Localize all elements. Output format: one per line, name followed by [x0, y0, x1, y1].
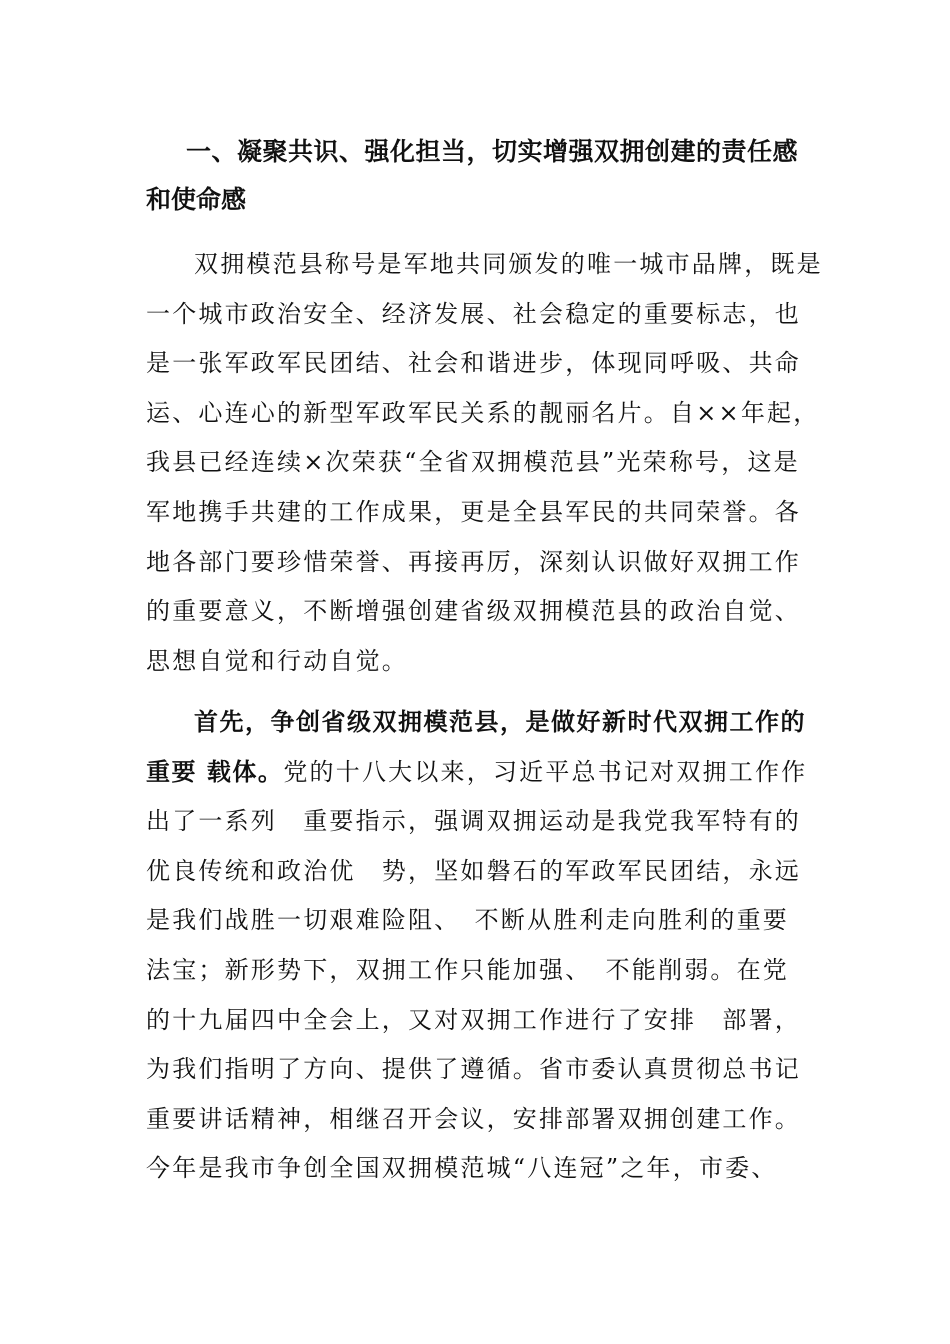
paragraph-1-line: 运、心连心的新型军政军民关系的靓丽名片。自××年起，	[146, 398, 820, 427]
paragraph-1-line: 我县已经连续×次荣获“全省双拥模范县”光荣称号，这是	[146, 448, 800, 477]
paragraph-2-lead-bold: 首先，争创省级双拥模范县，是做好新时代双拥工作的	[194, 708, 806, 736]
paragraph-2-line: 重要讲话精神，相继召开会议，安排部署双拥创建工作。	[146, 1104, 801, 1133]
paragraph-2-line-rest: 党的十八大以来，习近平总书记对双拥工作作	[283, 757, 808, 786]
paragraph-1-line: 地各部门要珍惜荣誉、再接再厉，深刻认识做好双拥工作	[146, 547, 801, 576]
paragraph-2-line	[146, 748, 812, 798]
paragraph-1-line: 思想自觉和行动自觉。	[146, 646, 408, 675]
paragraph-1-line: 一个城市政治安全、经济发展、社会稳定的重要标志，也	[146, 299, 801, 328]
paragraph-2-line: 出了一系列 重要指示，强调双拥运动是我党我军特有的	[146, 807, 801, 836]
section-heading	[146, 128, 806, 224]
paragraph-1-line: 是一张军政军民团结、社会和谐进步，体现同呼吸、共命	[146, 349, 801, 378]
paragraph-2-line: 法宝；新形势下，双拥工作只能加强、 不能削弱。在党	[146, 955, 789, 984]
paragraph-1	[146, 240, 823, 686]
paragraph-1-line: 军地携手共建的工作成果，更是全县军民的共同荣誉。各	[146, 497, 801, 526]
paragraph-2-line: 的十九届四中全会上，又对双拥工作进行了安排 部署，	[146, 1005, 801, 1034]
heading-line-2: 和使命感	[146, 185, 247, 214]
paragraph-2-line: 为我们指明了方向、提供了遵循。省市委认真贯彻总书记	[146, 1055, 801, 1084]
paragraph-2-line: 是我们战胜一切艰难险阻、 不断从胜利走向胜利的重要	[146, 906, 789, 935]
paragraph-2-line: 今年是我市争创全国双拥模范城“八连冠”之年，市委、	[146, 1154, 778, 1183]
paragraph-2-line: 优良传统和政治优 势，坚如磐石的军政军民团结，永远	[146, 856, 801, 885]
paragraph-1-line: 双拥模范县称号是军地共同颁发的唯一城市品牌，既是	[194, 250, 823, 278]
paragraph-2-lead-bold-end: 重要 载体。	[146, 757, 284, 786]
heading-line-1: 一、凝聚共识、强化担当，切实增强双拥创建的责任感	[186, 137, 799, 166]
paragraph-2	[146, 698, 812, 1194]
paragraph-1-line: 的重要意义，不断增强创建省级双拥模范县的政治自觉、	[146, 597, 801, 626]
